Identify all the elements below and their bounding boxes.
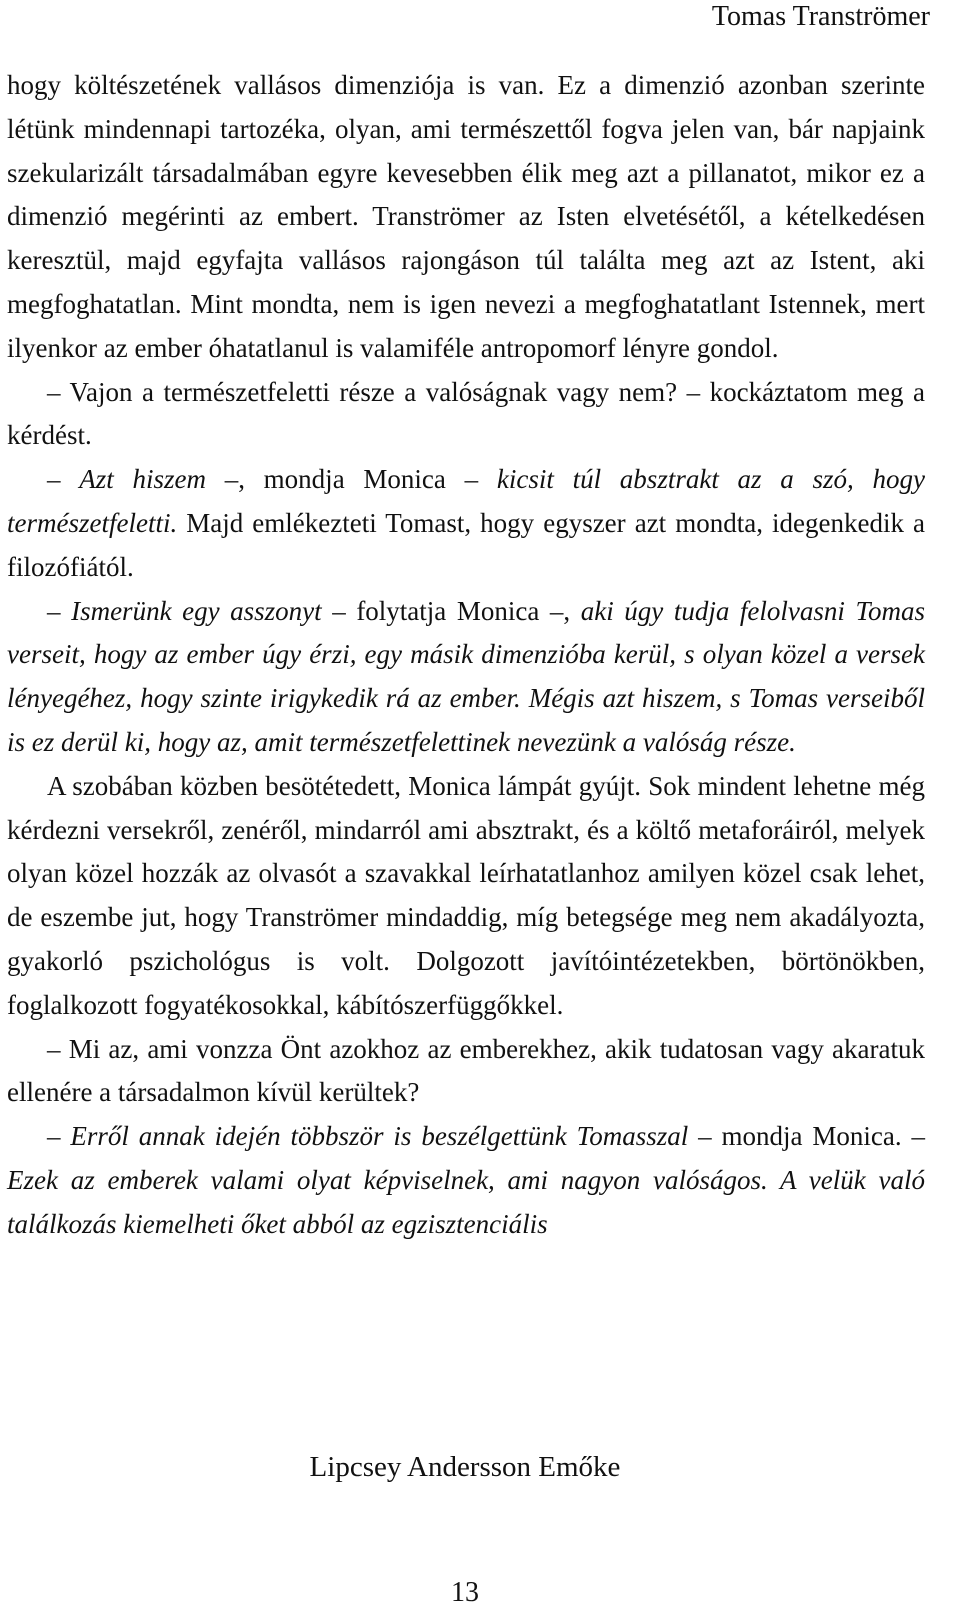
paragraph [7, 64, 925, 371]
italic-text-run: Erről annak idején többször is beszélgettünk Tomasszal [70, 1121, 689, 1152]
paragraph [7, 590, 925, 765]
text-run: – Mi az, ami vonzza Önt azokhoz az emberekhez, akik tudatosan vagy akaratuk ellenére a társadalmon kívül kerültek? [7, 1033, 925, 1108]
italic-text-run: kicsit túl absztrakt az a szó, hogy természetfeletti. [7, 464, 926, 538]
text-run: – Vajon a természetfeletti része a valóságnak vagy nem? – kockáztatom meg a kérdést. [7, 376, 925, 451]
text-run: – folytatja Monica –, [321, 595, 581, 626]
text-run: Majd emlékezteti Tomast, hogy egyszer azt mondta, idegenkedik a filozófiától. [7, 507, 925, 582]
running-header: Tomas Tranströmer [711, 1, 930, 32]
paragraph [7, 458, 925, 589]
text-run: –, mondja Monica – [205, 464, 497, 495]
article-body [7, 64, 925, 1247]
author-footer: Lipcsey Andersson Emőke [309, 1451, 621, 1483]
text-run: hogy költészetének vallásos dimenziója is van. Ez a dimenzió azonban szerinte létünk mindennapi tartozéka, olyan, ami természettől fogva jelen van, bár napjaink szekularizált társadalmában egyre kevesebben élik meg azt a pillanatot, mikor ez a dimenzió megérinti az embert. Tranströmer az Isten elvetésétől, a kételkedésen keresztül, majd egyfajta vallásos rajongáson túl találta meg azt az Istent, aki megfoghatatlan. Mint mondta, nem is igen nevezi a megfoghatatlant Istennek, mert ilyenkor az ember óhatatlanul is valamiféle antropomorf lényre gondol. [7, 70, 925, 363]
text-run: – mondja Monica. – [688, 1121, 925, 1152]
text-run: – [47, 1121, 71, 1152]
italic-text-run: Ismerünk egy asszonyt [71, 595, 322, 626]
italic-text-run: Azt hiszem [79, 464, 206, 495]
paragraph [7, 1115, 925, 1246]
text-run: – [47, 464, 80, 495]
italic-text-run: Ezek az emberek valami olyat képviselnek, ami nagyon valóságos. A velük való találkozás kiemelheti őket abból az egzisztenciális [7, 1164, 925, 1239]
text-run: – [47, 595, 72, 626]
paragraph [7, 1028, 925, 1116]
italic-text-run: aki úgy tudja felolvasni Tomas verseit, hogy az ember úgy érzi, egy másik dimenzióba kerül, s olyan közel a versek lényegéhez, hogy szinte irigykedik rá az ember. Mégis azt hiszem, s Tomas verseiből is ez derül ki, hogy az, amit természetfelettinek nevezünk a valóság része. [7, 595, 925, 757]
page-number: 13 [451, 1577, 479, 1608]
paragraph [7, 371, 925, 459]
paragraph [7, 765, 925, 1028]
text-run: A szobában közben besötétedett, Monica lámpát gyújt. Sok mindent lehetne még kérdezni versekről, zenéről, mindarról ami absztrakt, és a költő metaforáiról, melyek olyan közel hozzák az olvasót a szavakkal leírhatatlanhoz amilyen közel csak lehet, de eszembe jut, hogy Tranströmer mindaddig, míg betegsége meg nem akadályozta, gyakorló pszichológus is volt. Dolgozott javítóintézetekben, börtönökben, foglalkozott fogyatékosokkal, kábítószerfüggőkkel. [7, 770, 925, 1020]
